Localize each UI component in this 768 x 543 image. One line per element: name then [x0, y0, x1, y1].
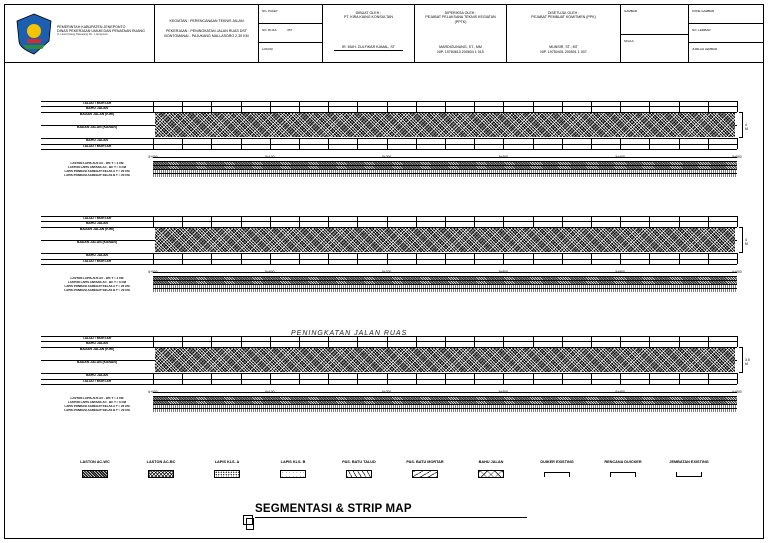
row-label-talud: TALUD / MORTAR — [82, 143, 112, 148]
layer-label-lpa-b: LAPIS PONDASI AGREGAT KELAS B T = 20 CM — [64, 408, 130, 412]
title-block — [5, 5, 763, 63]
legend-label: PAS. BATU MORTAR — [406, 460, 444, 464]
row-label-badan-kanan: BADAN JALAN (KANAN) — [77, 359, 117, 364]
layer-label-laston-bc: LASTON LAPIS ANTARA AC - BC T = 6 CM — [67, 280, 127, 284]
row-border — [41, 253, 737, 254]
segment-tick — [416, 138, 417, 149]
segment-tick — [620, 373, 621, 384]
diperiksa-cell — [415, 5, 507, 63]
legend-item — [395, 460, 455, 478]
gravel-icon — [214, 470, 240, 478]
segment-tick — [211, 216, 212, 227]
row-label-bahu: BAHU JALAN — [85, 220, 109, 225]
segment-tick — [679, 138, 680, 149]
row-label-badan-kiri: BADAN JALAN (KIRI) — [79, 111, 115, 116]
gambar-cell — [621, 5, 689, 63]
station-label: 5+800 — [498, 270, 509, 274]
station-label: 5+500 — [732, 155, 742, 159]
station-axis — [153, 272, 737, 273]
station-label: 6+000 — [732, 270, 742, 274]
width-bracket — [739, 227, 743, 253]
segment-tick — [533, 336, 534, 347]
segment-tick — [357, 253, 358, 264]
dibuat-cell — [323, 5, 415, 63]
org-cell — [5, 5, 155, 63]
station-label: 6+100 — [265, 390, 275, 394]
disetujui-signatory: MUNSIR, ST., MT — [549, 45, 578, 49]
segment-tick — [562, 138, 563, 149]
row-label-bahu: BAHU JALAN — [85, 372, 109, 377]
road-body-hatch — [155, 228, 735, 252]
centerline — [41, 125, 153, 126]
station-axis — [153, 157, 737, 158]
segment-tick — [416, 253, 417, 264]
segment-tick — [445, 253, 446, 264]
row-border — [41, 341, 737, 342]
segment-tick — [562, 373, 563, 384]
segment-tick — [357, 101, 358, 112]
pavement-layer-band — [153, 408, 737, 412]
kode-cell — [689, 5, 763, 63]
legend-item — [527, 460, 587, 477]
row-border — [41, 379, 737, 380]
segment-tick — [241, 216, 242, 227]
segment-tick — [562, 253, 563, 264]
layer-label-laston-bc: LASTON LAPIS ANTARA AC - BC T = 6 CM — [67, 400, 127, 404]
segment-tick — [679, 336, 680, 347]
segment-tick — [737, 138, 738, 149]
segment-tick — [153, 253, 154, 264]
segment-tick — [182, 216, 183, 227]
gambar-label: GAMBAR — [621, 5, 688, 35]
segment-tick — [620, 336, 621, 347]
station-label: 6+300 — [498, 390, 509, 394]
segment-tick — [270, 216, 271, 227]
segment-tick — [737, 101, 738, 112]
segment-tick — [737, 216, 738, 227]
station-label: 6+200 — [381, 390, 392, 394]
diperiksa-signatory: MARDIGUNUNG, ST., MM — [439, 45, 482, 49]
segment-tick — [708, 216, 709, 227]
org-line-1: PEMERINTAH KABUPATEN JENEPONTO — [57, 25, 126, 29]
road-body-hatch — [155, 348, 735, 372]
segment-tick — [211, 253, 212, 264]
segment-tick — [328, 373, 329, 384]
diperiksa-nip: NIP. 19760613 200604 1 015 — [437, 50, 484, 54]
legend-item — [593, 460, 653, 477]
segment-tick — [679, 373, 680, 384]
segment-tick — [387, 216, 388, 227]
row-border — [41, 149, 737, 150]
segment-tick — [474, 373, 475, 384]
row-label-talud: TALUD / MORTAR — [82, 378, 112, 383]
segment-tick — [416, 373, 417, 384]
segment-tick — [649, 373, 650, 384]
segment-tick — [591, 373, 592, 384]
row-border — [41, 101, 737, 102]
segment-tick — [270, 373, 271, 384]
segment-tick — [299, 216, 300, 227]
segment-tick — [503, 373, 504, 384]
centerline — [41, 360, 153, 361]
segment-tick — [211, 101, 212, 112]
segment-tick — [241, 253, 242, 264]
segment-tick — [708, 336, 709, 347]
gravel-light-icon — [280, 470, 306, 478]
segment-tick — [649, 138, 650, 149]
layer-label-lpa-a: LAPIS PONDASI AGREGAT KELAS A T = 20 CM — [64, 404, 130, 408]
no-ruas-value: 057 — [287, 28, 293, 32]
segment-tick — [533, 253, 534, 264]
row-label-talud: TALUD / MORTAR — [82, 100, 112, 105]
paket-cell — [259, 5, 323, 63]
segment-tick — [387, 138, 388, 149]
strip-map-2 — [41, 215, 748, 306]
legend-item — [65, 460, 125, 478]
segment-tick — [299, 101, 300, 112]
segment-tick — [328, 336, 329, 347]
culvert-plan-icon — [610, 472, 636, 477]
segment-tick — [562, 216, 563, 227]
pptk-title: PEJABAT PELAKSANA TEKNIS KEGIATAN (PPTK) — [425, 15, 496, 24]
segment-tick — [503, 101, 504, 112]
row-label-bahu: BAHU JALAN — [85, 340, 109, 345]
station-axis — [153, 392, 737, 393]
jumlah-lembar-label: JUMLAH LEMBAR — [692, 47, 718, 51]
row-border — [41, 138, 737, 139]
segment-tick — [445, 216, 446, 227]
row-border — [41, 216, 737, 217]
segment-tick — [649, 101, 650, 112]
legend-label: DUIKER EXISTING — [540, 460, 574, 464]
dibuat-signatory: IR. MUH. ZULFIKAR KAMAL, ST — [342, 45, 395, 49]
segment-tick — [445, 101, 446, 112]
culvert-existing-icon — [544, 472, 570, 477]
centerline — [41, 240, 153, 241]
station-label: 5+300 — [498, 155, 509, 159]
segment-tick — [708, 253, 709, 264]
signature-line — [334, 50, 403, 51]
road-width-label: 4 M — [745, 238, 748, 246]
bridge-existing-icon — [676, 472, 702, 477]
legend-label: LASTON AC-BC — [146, 460, 176, 464]
title-mark-inner-icon — [246, 518, 254, 530]
legend-label: PAS. BATU TALUD — [342, 460, 376, 464]
segment-tick — [387, 336, 388, 347]
segment-tick — [299, 138, 300, 149]
legend-item — [263, 460, 323, 478]
station-label: 5+100 — [265, 155, 275, 159]
segment-tick — [679, 216, 680, 227]
station-label: 5+000 — [148, 155, 158, 159]
row-label-talud: TALUD / MORTAR — [82, 335, 112, 340]
segment-tick — [474, 253, 475, 264]
segment-tick — [708, 101, 709, 112]
segment-tick — [182, 138, 183, 149]
row-label-bahu: BAHU JALAN — [85, 105, 109, 110]
segment-tick — [357, 373, 358, 384]
road-body-hatch — [155, 113, 735, 137]
layer-label-laston-wc: LASTON LAPIS AUS AC - WC T = 4 CM — [70, 396, 124, 400]
row-label-bahu: BAHU JALAN — [85, 137, 109, 142]
segment-tick — [737, 336, 738, 347]
regency-emblem-icon — [15, 13, 53, 55]
segment-tick — [649, 253, 650, 264]
kegiatan-text: KEGIATAN : PERENCANAAN TEKNIS JALAN — [169, 19, 244, 23]
row-label-badan-kiri: BADAN JALAN (KIRI) — [79, 346, 115, 351]
legend — [65, 460, 725, 490]
kode-gambar-label: KODE GAMBAR — [689, 5, 763, 24]
segment-tick — [591, 216, 592, 227]
segment-tick — [591, 101, 592, 112]
station-label: 5+900 — [615, 270, 625, 274]
segment-tick — [299, 253, 300, 264]
row-label-talud: TALUD / MORTAR — [82, 215, 112, 220]
no-ruas-label: NO. RUAS — [262, 28, 277, 32]
hatch-cross-icon — [148, 470, 174, 478]
pavement-layer-band — [153, 288, 737, 292]
disetujui-nip: NIP. 19750401 200501 1 007 — [540, 50, 587, 54]
row-border — [41, 221, 737, 222]
segment-tick — [737, 373, 738, 384]
stone-icon — [346, 470, 372, 478]
segment-tick — [153, 138, 154, 149]
legend-label: LAPIS KLS. A — [214, 460, 240, 464]
segment-tick — [445, 138, 446, 149]
legend-label: BAHU JALAN — [478, 460, 504, 464]
segment-tick — [299, 373, 300, 384]
drawing-frame — [4, 4, 764, 539]
segment-tick — [620, 138, 621, 149]
segment-tick — [153, 216, 154, 227]
ppk-title: PEJABAT PEMBUAT KOMITMEN (PPK) — [531, 15, 596, 19]
segment-tick — [591, 253, 592, 264]
width-bracket — [739, 112, 743, 138]
segment-tick — [620, 101, 621, 112]
segment-tick — [679, 101, 680, 112]
legend-label: LAPIS KLS. B — [280, 460, 306, 464]
segment-tick — [357, 336, 358, 347]
segment-tick — [679, 253, 680, 264]
segment-tick — [153, 101, 154, 112]
diperiksa-oleh-label: DIPERIKSA OLEH : — [444, 11, 477, 15]
segment-tick — [270, 101, 271, 112]
segment-tick — [270, 253, 271, 264]
project-cell — [155, 5, 259, 63]
dibuat-oleh-label: DIBUAT OLEH : — [355, 11, 382, 15]
org-line-3: Jl. Lanto Daeng Pasewang No. 1 Jeneponto — [57, 33, 108, 36]
segment-tick — [562, 101, 563, 112]
segment-tick — [328, 253, 329, 264]
segment-tick — [211, 373, 212, 384]
row-border — [41, 384, 737, 385]
skala-label: SKALA — [624, 39, 634, 43]
station-label: 6+000 — [148, 390, 158, 394]
segment-tick — [328, 216, 329, 227]
segment-tick — [533, 101, 534, 112]
title-underline — [255, 517, 527, 518]
segment-tick — [241, 336, 242, 347]
segment-tick — [241, 373, 242, 384]
station-label: 6+500 — [732, 390, 742, 394]
segment-tick — [445, 373, 446, 384]
layer-label-laston-wc: LASTON LAPIS AUS AC - WC T = 4 CM — [70, 276, 124, 280]
segment-tick — [241, 138, 242, 149]
segment-tick — [153, 373, 154, 384]
row-label-talud: TALUD / MORTAR — [82, 258, 112, 263]
layer-label-lpa-b: LAPIS PONDASI AGREGAT KELAS B T = 20 CM — [64, 173, 130, 177]
legend-item — [461, 460, 521, 478]
row-border — [41, 264, 737, 265]
segment-tick — [416, 336, 417, 347]
segment-tick — [416, 101, 417, 112]
legend-item — [197, 460, 257, 478]
no-paket-label: NO. PAKET — [259, 5, 322, 24]
segment-tick — [533, 216, 534, 227]
station-label: 5+200 — [381, 155, 392, 159]
segment-tick — [182, 101, 183, 112]
row-label-badan-kiri: BADAN JALAN (KIRI) — [79, 226, 115, 231]
segment-tick — [474, 216, 475, 227]
layer-label-laston-wc: LASTON LAPIS AUS AC - WC T = 4 CM — [70, 161, 124, 165]
segment-tick — [299, 336, 300, 347]
legend-label: JEMBATAN EXISTING — [669, 460, 709, 464]
row-label-badan-kanan: BADAN JALAN (KANAN) — [77, 124, 117, 129]
segment-tick — [708, 138, 709, 149]
layer-label-laston-bc: LASTON LAPIS ANTARA AC - BC T = 6 CM — [67, 165, 127, 169]
disetujui-cell — [507, 5, 621, 63]
drawing-title: SEGMENTASI & STRIP MAP — [255, 503, 412, 515]
row-border — [41, 106, 737, 107]
legend-item — [659, 460, 719, 477]
legend-label: RENCANA DUICKER — [604, 460, 642, 464]
konsultan-name: PT. KIRA KIANG KONSULTAN — [344, 15, 393, 19]
segment-tick — [241, 101, 242, 112]
pekerjaan-text: PEKERJAAN : PENINGKATAN JALAN RUAS DST BONTOMANAI - PAJUKANG MALLASORO 2.30 KM — [164, 29, 249, 38]
layer-label-lpa-a: LAPIS PONDASI AGREGAT KELAS A T = 20 CM — [64, 169, 130, 173]
segment-tick — [387, 101, 388, 112]
segment-tick — [474, 138, 475, 149]
segment-tick — [649, 216, 650, 227]
hatch-dense-icon — [82, 470, 108, 478]
segment-tick — [474, 101, 475, 112]
segment-tick — [153, 336, 154, 347]
row-label-badan-kanan: BADAN JALAN (KANAN) — [77, 239, 117, 244]
segment-tick — [182, 253, 183, 264]
segment-tick — [328, 101, 329, 112]
segment-tick — [620, 216, 621, 227]
segment-tick — [328, 138, 329, 149]
segment-tick — [445, 336, 446, 347]
segment-tick — [270, 138, 271, 149]
disetujui-oleh-label: DISETUJUI OLEH : — [547, 11, 580, 15]
segment-tick — [270, 336, 271, 347]
legend-item — [131, 460, 191, 478]
segment-tick — [591, 336, 592, 347]
segment-tick — [620, 253, 621, 264]
segment-tick — [211, 336, 212, 347]
row-border — [41, 259, 737, 260]
segment-tick — [182, 336, 183, 347]
segment-tick — [416, 216, 417, 227]
segment-tick — [387, 253, 388, 264]
segment-tick — [211, 138, 212, 149]
road-width-label: 3.5 M — [745, 358, 750, 366]
no-lembar-label: NO. LEMBAR — [689, 24, 763, 43]
station-label: 5+700 — [381, 270, 392, 274]
layer-label-lpa-a: LAPIS PONDASI AGREGAT KELAS A T = 20 CM — [64, 284, 130, 288]
lokasi-label: LOKASI — [262, 47, 273, 51]
strip-map-1 — [41, 100, 748, 191]
station-label: 5+400 — [615, 155, 625, 159]
segment-tick — [182, 373, 183, 384]
road-width-label: 4 M — [745, 123, 748, 131]
segment-tick — [533, 373, 534, 384]
stone-mortar-icon — [412, 470, 438, 478]
segment-tick — [591, 138, 592, 149]
segment-tick — [533, 138, 534, 149]
row-border — [41, 373, 737, 374]
legend-item — [329, 460, 389, 478]
org-line-2: DINAS PEKERJAAN UMUM DAN PENATAAN RUANG — [57, 29, 145, 33]
station-label: 6+400 — [615, 390, 625, 394]
segment-tick — [737, 253, 738, 264]
segment-tick — [357, 138, 358, 149]
width-bracket — [739, 347, 743, 373]
segment-tick — [503, 253, 504, 264]
no-ruas-row — [259, 24, 322, 43]
station-label: 5+500 — [148, 270, 158, 274]
legend-label: LASTON AC-WC — [80, 460, 110, 464]
segment-tick — [562, 336, 563, 347]
segment-tick — [503, 216, 504, 227]
overlay-text: PENINGKATAN JALAN RUAS — [291, 330, 408, 337]
pavement-layer-band — [153, 173, 737, 177]
strip-map-3 — [41, 330, 750, 426]
segment-tick — [649, 336, 650, 347]
row-label-bahu: BAHU JALAN — [85, 252, 109, 257]
segment-tick — [708, 373, 709, 384]
segment-tick — [503, 138, 504, 149]
station-label: 5+600 — [265, 270, 275, 274]
segment-tick — [387, 373, 388, 384]
segment-tick — [474, 336, 475, 347]
shoulder-icon — [478, 470, 504, 478]
layer-label-lpa-b: LAPIS PONDASI AGREGAT KELAS B T = 20 CM — [64, 288, 130, 292]
row-border — [41, 144, 737, 145]
segment-tick — [503, 336, 504, 347]
segment-tick — [357, 216, 358, 227]
